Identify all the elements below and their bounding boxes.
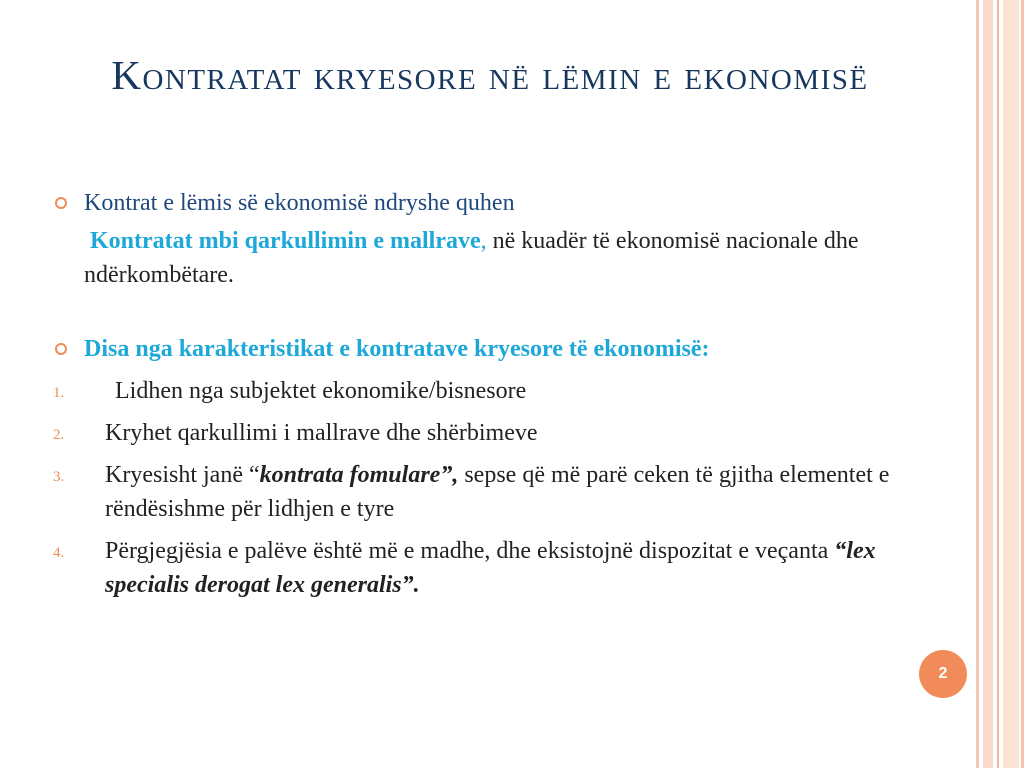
list-number: 1.: [53, 385, 65, 401]
list-item-4: [50, 534, 900, 602]
list-item-text: Lidhen nga subjektet ekonomike/bisnesore: [115, 378, 527, 404]
list-number: 4.: [53, 545, 65, 561]
list-item-1: [50, 374, 900, 408]
list-number: 2.: [53, 427, 65, 443]
bullet-1-rest: në kuadër të ekonomisë nacionale dhe ndërkombëtare.: [84, 228, 859, 288]
list-item-text-post: sepse që më parë ceken të gjitha elementet e rëndësishme për lidhjen e tyre: [105, 462, 890, 522]
list-item-text-pre: Përgjegjësia e palëve është më e madhe, dhe eksistojnë dispozitat e veçanta: [105, 538, 835, 564]
list-number: 3.: [53, 469, 65, 485]
list-item-emphasis: kontrata fomulare”,: [259, 462, 459, 488]
bullet-1-highlight: Kontratat mbi qarkullimin e mallrave: [90, 228, 481, 254]
bullet-2-text: Disa nga karakteristikat e kontratave kryesore të ekonomisë:: [84, 336, 710, 362]
page-number-badge: 2: [919, 650, 967, 698]
list-item-emphasis: “lex specialis derogat lex generalis”.: [105, 538, 876, 598]
bullet-1-continuation: [50, 224, 900, 292]
decorative-stripes: [976, 0, 1024, 768]
list-item-2: [50, 416, 900, 450]
list-item-text-pre: Kryesisht janë “: [105, 462, 260, 488]
circle-bullet-icon: [55, 343, 67, 355]
stripe: [997, 0, 999, 768]
stripe: [976, 0, 979, 768]
list-item-text: Kryhet qarkullimi i mallrave dhe shërbimeve: [105, 420, 538, 446]
bullet-2: [50, 332, 900, 366]
slide-content: [50, 186, 900, 602]
slide-title: Kontratat kryesore në lëmin e ekonomisë: [111, 52, 869, 98]
stripe: [1003, 0, 1019, 768]
stripe: [983, 0, 993, 768]
bullet-1-comma: ,: [480, 228, 487, 254]
circle-bullet-icon: [55, 197, 67, 209]
bullet-1: [50, 186, 900, 220]
list-item-3: [50, 458, 900, 526]
bullet-1-text: Kontrat e lëmis së ekonomisë ndryshe quhen: [84, 190, 515, 216]
